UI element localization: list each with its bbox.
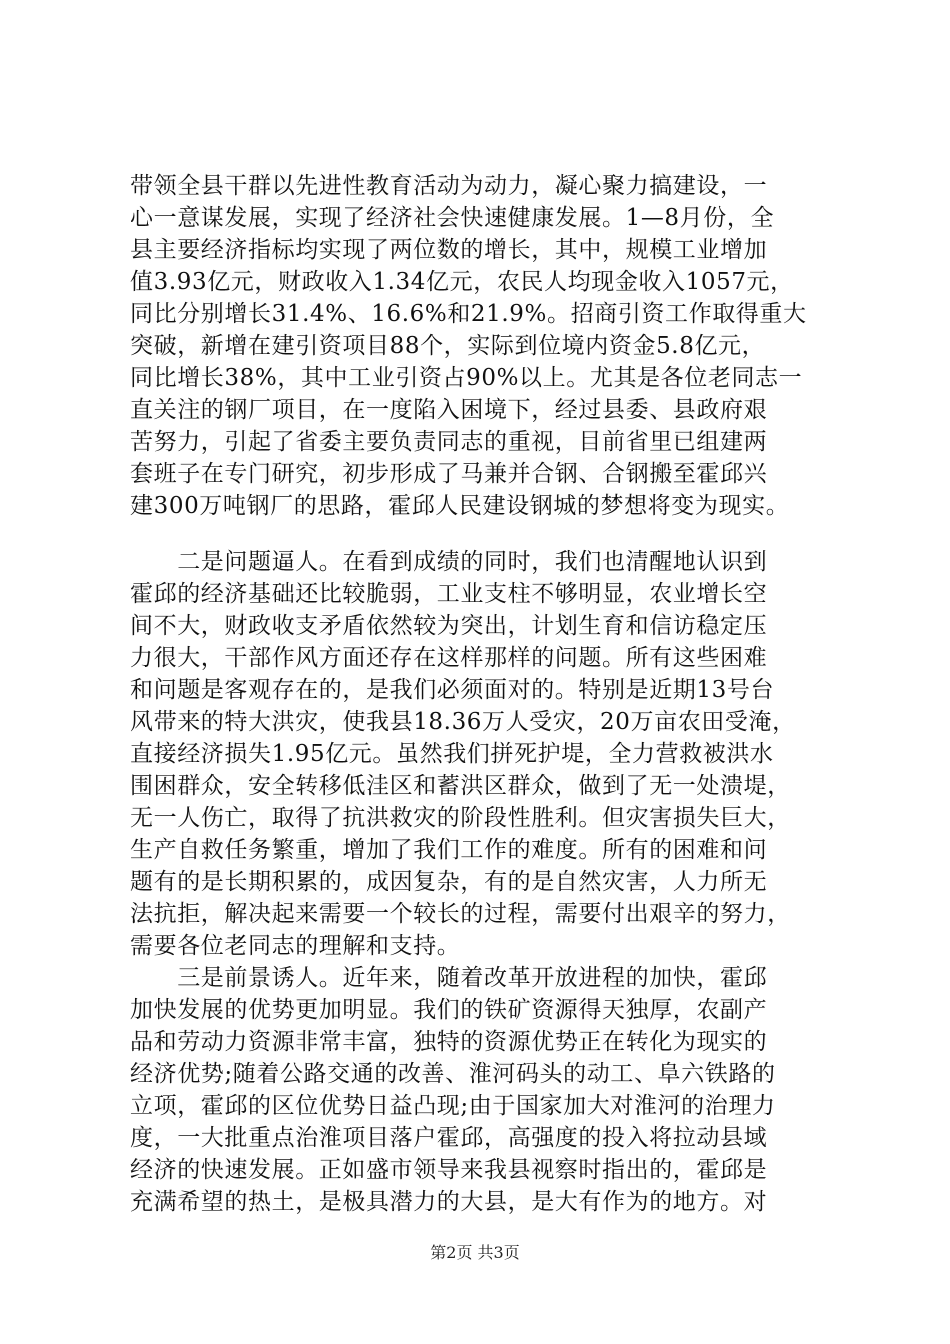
paragraph-achievements [130, 170, 840, 522]
paragraph-problems [130, 546, 840, 962]
text-line: 经济的快速发展。正如盛市领导来我县视察时指出的，霍邱是 [130, 1157, 768, 1183]
text-line: 经济优势;随着公路交通的改善、淮河码头的动工、阜六铁路的 [130, 1061, 776, 1087]
text-line: 和问题是客观存在的，是我们必须面对的。特别是近期13号台 [130, 677, 775, 703]
text-line: 充满希望的热土，是极具潜力的大县，是大有作为的地方。对 [130, 1189, 768, 1215]
text-line: 三是前景诱人。近年来，随着改革开放进程的加快，霍邱 [130, 965, 768, 991]
text-line: 间不大，财政收支矛盾依然较为突出，计划生育和信访稳定压 [130, 613, 768, 639]
text-line: 立项，霍邱的区位优势日益凸现;由于国家加大对淮河的治理力 [130, 1093, 776, 1119]
paragraph-gap [130, 522, 840, 546]
paragraph-prospects [130, 962, 840, 1218]
text-line: 值3.93亿元，财政收入1.34亿元，农民人均现金收入1057元， [130, 269, 794, 295]
text-line: 套班子在专门研究，初步形成了马兼并合钢、合钢搬至霍邱兴 [130, 461, 768, 487]
text-line: 题有的是长期积累的，成因复杂，有的是自然灾害，人力所无 [130, 869, 768, 895]
page-number-label: 第2页 共3页 [430, 1243, 520, 1262]
text-line: 建300万吨钢厂的思路，霍邱人民建设钢城的梦想将变为现实。 [130, 493, 790, 519]
text-line: 心一意谋发展，实现了经济社会快速健康发展。1—8月份，全 [130, 205, 775, 231]
text-line: 苦努力，引起了省委主要负责同志的重视，目前省里已组建两 [130, 429, 768, 455]
text-line: 生产自救任务繁重，增加了我们工作的难度。所有的困难和问 [130, 837, 768, 863]
text-line: 二是问题逼人。在看到成绩的同时，我们也清醒地认识到 [130, 549, 768, 575]
text-line: 需要各位老同志的理解和支持。 [130, 933, 461, 959]
text-line: 同比增长38%，其中工业引资占90%以上。尤其是各位老同志一 [130, 365, 803, 391]
document-body [130, 170, 840, 1218]
text-line: 直接经济损失1.95亿元。虽然我们拼死护堤，全力营救被洪水 [130, 741, 774, 767]
text-line: 无一人伤亡，取得了抗洪救灾的阶段性胜利。但灾害损失巨大， [130, 805, 791, 831]
text-line: 风带来的特大洪灾，使我县18.36万人受灾，20万亩农田受淹， [130, 709, 796, 735]
text-line: 突破，新增在建引资项目88个，实际到位境内资金5.8亿元， [130, 333, 766, 359]
text-line: 带领全县干群以先进性教育活动为动力，凝心聚力搞建设，一 [130, 173, 768, 199]
text-line: 力很大，干部作风方面还存在这样那样的问题。所有这些困难 [130, 645, 768, 671]
page-footer [0, 1240, 950, 1263]
text-line: 直关注的钢厂项目，在一度陷入困境下，经过县委、县政府艰 [130, 397, 768, 423]
text-line: 同比分别增长31.4%、16.6%和21.9%。招商引资工作取得重大 [130, 301, 807, 327]
text-line: 品和劳动力资源非常丰富，独特的资源优势正在转化为现实的 [130, 1029, 768, 1055]
text-line: 加快发展的优势更加明显。我们的铁矿资源得天独厚，农副产 [130, 997, 768, 1023]
text-line: 度，一大批重点治淮项目落户霍邱，高强度的投入将拉动县域 [130, 1125, 768, 1151]
text-line: 霍邱的经济基础还比较脆弱，工业支柱不够明显，农业增长空 [130, 581, 768, 607]
text-line: 县主要经济指标均实现了两位数的增长，其中，规模工业增加 [130, 237, 768, 263]
text-line: 法抗拒，解决起来需要一个较长的过程，需要付出艰辛的努力， [130, 901, 791, 927]
text-line: 围困群众，安全转移低洼区和蓄洪区群众，做到了无一处溃堤， [130, 773, 791, 799]
